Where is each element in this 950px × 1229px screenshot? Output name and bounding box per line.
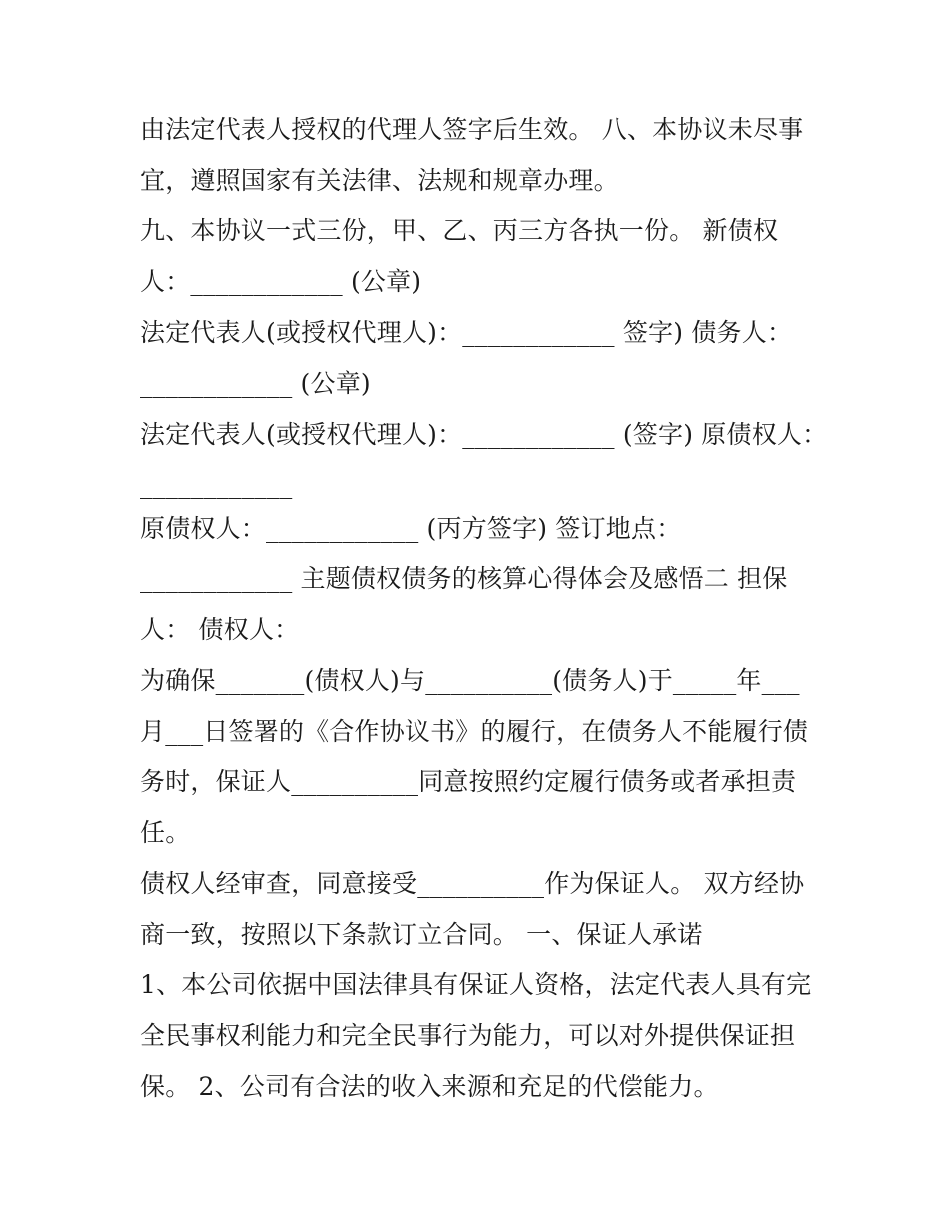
text-line: 商一致，按照以下条款订立合同。 一、保证人承诺	[140, 920, 703, 949]
text-line: 务时，保证人__________同意按照约定履行债务或者承担责	[140, 767, 797, 796]
text-line: 法定代表人(或授权代理人)：____________ 签字) 债务人：	[140, 318, 793, 347]
text-line: 1、本公司依据中国法律具有保证人资格，法定代表人具有完	[140, 970, 812, 999]
text-line: 全民事权利能力和完全民事行为能力，可以对外提供保证担	[140, 1021, 796, 1050]
text-line: 人：____________ (公章)	[140, 267, 422, 296]
text-line: ____________	[140, 470, 293, 499]
text-line: 九、本协议一式三份，甲、乙、丙三方各执一份。 新债权	[140, 216, 779, 245]
text-line: ____________ (公章)	[140, 369, 371, 398]
text-line: 宜，遵照国家有关法律、法规和规章办理。	[140, 166, 619, 195]
text-line: 原债权人：____________ (丙方签字) 签订地点：	[140, 514, 682, 543]
text-line: 债权人经审查，同意接受__________作为保证人。 双方经协	[140, 869, 805, 898]
text-line: 由法定代表人授权的代理人签字后生效。 八、本协议未尽事	[140, 115, 804, 144]
text-line: 法定代表人(或授权代理人)：____________ (签字) 原债权人：	[140, 420, 828, 449]
text-line: 保。 2、公司有合法的收入来源和充足的代偿能力。	[140, 1072, 719, 1101]
text-line: 人： 债权人：	[140, 615, 300, 644]
text-line: 任。	[140, 818, 191, 847]
text-line: ____________ 主题债权债务的核算心得体会及感悟二 担保	[140, 564, 788, 593]
text-line: 月___日签署的《合作协议书》的履行，在债务人不能履行债	[140, 717, 809, 746]
text-line: 为确保_______(债权人)与__________(债务人)于_____年___	[140, 666, 800, 695]
